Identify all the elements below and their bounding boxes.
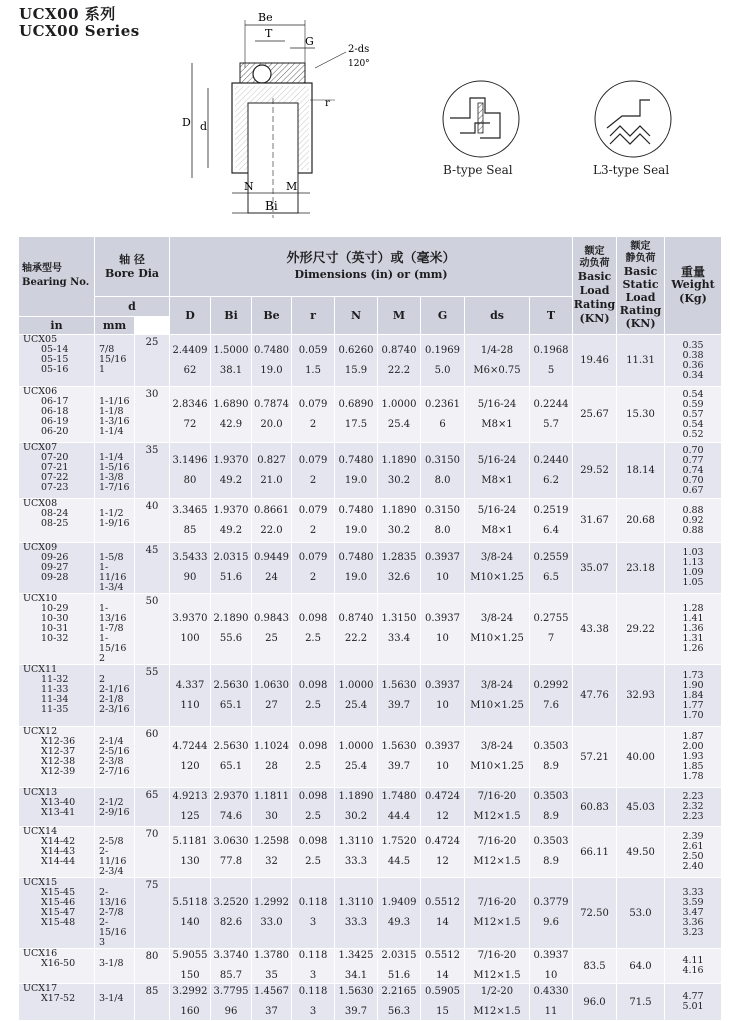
bore-mm-cell: 85 [135, 984, 170, 1021]
dim-r-cell: 0.098 2.5 [292, 594, 335, 665]
dim-M-cell: 1.1890 30.2 [378, 499, 421, 543]
table-row [19, 387, 722, 443]
bore-inch-cell: 1-13/16 1-7/8 1-15/16 2 [95, 594, 135, 665]
dim-M-cell: 1.2835 32.6 [378, 543, 421, 594]
bearing-no-cell: UCX11 11-32 11-33 11-34 11-35 [19, 665, 95, 727]
dim-r-cell: 0.098 2.5 [292, 827, 335, 878]
table-row [19, 665, 722, 727]
dim-D-cell: 2.8346 72 [170, 387, 211, 443]
table-row [19, 594, 722, 665]
bearing-no-cell: UCX10 10-29 10-30 10-31 10-32 [19, 594, 95, 665]
dynamic-load-cell: 83.5 [573, 949, 617, 984]
label-g: G [305, 35, 314, 48]
dim-G-cell: 0.4724 12 [421, 788, 465, 827]
weight-cell: 1.87 2.00 1.93 1.85 1.78 [665, 727, 722, 788]
dim-Be-cell: 1.1811 30 [252, 788, 292, 827]
header-col-Bi: Bi [211, 297, 252, 335]
dim-Bi-cell: 2.1890 55.6 [211, 594, 252, 665]
dim-ds-cell: 7/16-20 M12×1.5 [465, 949, 530, 984]
dim-ds-cell: 3/8-24 M10×1.25 [465, 543, 530, 594]
table-row [19, 335, 722, 387]
static-load-cell: 53.0 [617, 878, 665, 949]
dim-G-cell: 0.3937 10 [421, 543, 465, 594]
dim-Bi-cell: 2.5630 65.1 [211, 727, 252, 788]
dim-G-cell: 0.2361 6 [421, 387, 465, 443]
header-col-r: r [292, 297, 335, 335]
label-r: r [325, 98, 330, 109]
dim-M-cell: 1.0000 25.4 [378, 387, 421, 443]
static-load-cell: 40.00 [617, 727, 665, 788]
dim-G-cell: 0.3150 8.0 [421, 443, 465, 499]
dim-r-cell: 0.079 2 [292, 543, 335, 594]
dim-Be-cell: 1.3780 35 [252, 949, 292, 984]
dim-N-cell: 1.3425 34.1 [335, 949, 378, 984]
bearing-no-cell: UCX13 X13-40 X13-41 [19, 788, 95, 827]
bore-inch-cell: 2 2-1/16 2-1/8 2-3/16 [95, 665, 135, 727]
dynamic-load-cell: 47.76 [573, 665, 617, 727]
bearing-cross-section-diagram [180, 8, 410, 223]
dim-M-cell: 1.9409 49.3 [378, 878, 421, 949]
dim-ds-cell: 1/2-20 M12×1.5 [465, 984, 530, 1021]
dim-T-cell: 0.2559 6.5 [530, 543, 573, 594]
weight-cell: 1.28 1.41 1.36 1.31 1.26 [665, 594, 722, 665]
spec-table [18, 236, 722, 1021]
dim-D-cell: 4.337 110 [170, 665, 211, 727]
weight-cell: 4.11 4.16 [665, 949, 722, 984]
label-bi: Bi [265, 199, 278, 213]
label-ds: 2-ds [348, 44, 370, 55]
l3-type-seal-diagram [592, 78, 674, 160]
dynamic-load-cell: 66.11 [573, 827, 617, 878]
dim-Be-cell: 1.1024 28 [252, 727, 292, 788]
dynamic-load-cell: 19.46 [573, 335, 617, 387]
table-row [19, 984, 722, 1021]
weight-cell: 0.54 0.59 0.57 0.54 0.52 [665, 387, 722, 443]
label-angle: 120° [348, 59, 370, 69]
bore-mm-cell: 70 [135, 827, 170, 878]
label-t: T [265, 27, 273, 40]
dim-r-cell: 0.118 3 [292, 984, 335, 1021]
table-row [19, 827, 722, 878]
dim-Bi-cell: 2.9370 74.6 [211, 788, 252, 827]
label-d-inner: d [200, 120, 208, 133]
dim-r-cell: 0.098 2.5 [292, 665, 335, 727]
dim-ds-cell: 7/16-20 M12×1.5 [465, 827, 530, 878]
dim-Bi-cell: 3.3740 85.7 [211, 949, 252, 984]
dim-N-cell: 0.7480 19.0 [335, 543, 378, 594]
bore-inch-cell: 3-1/4 [95, 984, 135, 1021]
dim-r-cell: 0.098 2.5 [292, 788, 335, 827]
header-basic-static-load-rating: 额定 静负荷 Basic Static Load Rating (KN) [617, 237, 665, 335]
header-mm: mm [95, 317, 135, 335]
dim-r-cell: 0.079 2 [292, 499, 335, 543]
dim-T-cell: 0.2992 7.6 [530, 665, 573, 727]
header-bearing-no: 轴承型号 Bearing No. [19, 237, 95, 317]
dim-M-cell: 1.1890 30.2 [378, 443, 421, 499]
header-col-D: D [170, 297, 211, 335]
dim-G-cell: 0.3937 10 [421, 727, 465, 788]
header-basic-load-rating: 额定 动负荷 Basic Load Rating (KN) [573, 237, 617, 335]
dim-Be-cell: 1.2598 32 [252, 827, 292, 878]
weight-cell: 4.77 5.01 [665, 984, 722, 1021]
dim-r-cell: 0.118 3 [292, 949, 335, 984]
weight-cell: 0.70 0.77 0.74 0.70 0.67 [665, 443, 722, 499]
dim-D-cell: 3.5433 90 [170, 543, 211, 594]
bore-mm-cell: 50 [135, 594, 170, 665]
bore-mm-cell: 75 [135, 878, 170, 949]
label-d-outer: D [182, 116, 191, 129]
dim-T-cell: 0.3779 9.6 [530, 878, 573, 949]
table-row [19, 788, 722, 827]
dim-ds-cell: 5/16-24 M8×1 [465, 499, 530, 543]
weight-cell: 0.35 0.38 0.36 0.34 [665, 335, 722, 387]
dim-T-cell: 0.3503 8.9 [530, 727, 573, 788]
dim-T-cell: 0.2244 5.7 [530, 387, 573, 443]
static-load-cell: 32.93 [617, 665, 665, 727]
dim-T-cell: 0.3937 10 [530, 949, 573, 984]
weight-cell: 1.73 1.90 1.84 1.77 1.70 [665, 665, 722, 727]
static-load-cell: 15.30 [617, 387, 665, 443]
dim-N-cell: 0.6260 15.9 [335, 335, 378, 387]
dim-ds-cell: 3/8-24 M10×1.25 [465, 594, 530, 665]
dim-Be-cell: 0.7480 19.0 [252, 335, 292, 387]
b-type-seal-diagram [440, 78, 522, 160]
bearing-no-cell: UCX17 X17-52 [19, 984, 95, 1021]
dim-Bi-cell: 1.6890 42.9 [211, 387, 252, 443]
dim-r-cell: 0.118 3 [292, 878, 335, 949]
dynamic-load-cell: 25.67 [573, 387, 617, 443]
dim-D-cell: 3.9370 100 [170, 594, 211, 665]
dim-ds-cell: 7/16-20 M12×1.5 [465, 788, 530, 827]
dim-N-cell: 1.0000 25.4 [335, 727, 378, 788]
dim-T-cell: 0.3503 8.9 [530, 827, 573, 878]
bore-mm-cell: 40 [135, 499, 170, 543]
dim-D-cell: 4.9213 125 [170, 788, 211, 827]
l3-type-seal-label: L3-type Seal [593, 163, 670, 177]
weight-cell: 2.39 2.61 2.50 2.40 [665, 827, 722, 878]
dim-M-cell: 0.8740 22.2 [378, 335, 421, 387]
dim-ds-cell: 5/16-24 M8×1 [465, 443, 530, 499]
dim-ds-cell: 3/8-24 M10×1.25 [465, 665, 530, 727]
dim-N-cell: 1.3110 33.3 [335, 878, 378, 949]
header-col-Be: Be [252, 297, 292, 335]
static-load-cell: 18.14 [617, 443, 665, 499]
dim-M-cell: 1.3150 33.4 [378, 594, 421, 665]
dim-ds-cell: 3/8-24 M10×1.25 [465, 727, 530, 788]
dim-ds-cell: 1/4-28 M6×0.75 [465, 335, 530, 387]
header-dimensions: 外形尺寸（英寸）或（毫米） Dimensions (in) or (mm) [170, 237, 573, 297]
weight-cell: 1.03 1.13 1.09 1.05 [665, 543, 722, 594]
bearing-no-cell: UCX05 05-14 05-15 05-16 [19, 335, 95, 387]
bore-mm-cell: 35 [135, 443, 170, 499]
dim-ds-cell: 7/16-20 M12×1.5 [465, 878, 530, 949]
dim-ds-cell: 5/16-24 M8×1 [465, 387, 530, 443]
dim-D-cell: 4.7244 120 [170, 727, 211, 788]
dim-T-cell: 0.4330 11 [530, 984, 573, 1021]
dim-T-cell: 0.2519 6.4 [530, 499, 573, 543]
dim-M-cell: 1.7520 44.5 [378, 827, 421, 878]
bore-inch-cell: 2-5/8 2-11/16 2-3/4 [95, 827, 135, 878]
bore-mm-cell: 30 [135, 387, 170, 443]
dim-Be-cell: 1.0630 27 [252, 665, 292, 727]
dim-D-cell: 3.1496 80 [170, 443, 211, 499]
dim-D-cell: 3.2992 160 [170, 984, 211, 1021]
dim-r-cell: 0.079 2 [292, 387, 335, 443]
bore-inch-cell: 1-5/8 1-11/16 1-3/4 [95, 543, 135, 594]
bore-mm-cell: 55 [135, 665, 170, 727]
table-row [19, 543, 722, 594]
dynamic-load-cell: 43.38 [573, 594, 617, 665]
dim-G-cell: 0.3937 10 [421, 665, 465, 727]
dynamic-load-cell: 96.0 [573, 984, 617, 1021]
table-row [19, 499, 722, 543]
dynamic-load-cell: 29.52 [573, 443, 617, 499]
dim-G-cell: 0.5512 14 [421, 949, 465, 984]
weight-cell: 3.33 3.59 3.47 3.36 3.23 [665, 878, 722, 949]
dim-Be-cell: 0.9449 24 [252, 543, 292, 594]
bore-inch-cell: 3-1/8 [95, 949, 135, 984]
static-load-cell: 20.68 [617, 499, 665, 543]
dim-N-cell: 0.8740 22.2 [335, 594, 378, 665]
header-bore-dia: 轴 径 Bore Dia [95, 237, 170, 297]
bore-inch-cell: 2-1/4 2-5/16 2-3/8 2-7/16 [95, 727, 135, 788]
dim-Bi-cell: 1.9370 49.2 [211, 499, 252, 543]
dim-G-cell: 0.5905 15 [421, 984, 465, 1021]
dim-T-cell: 0.2440 6.2 [530, 443, 573, 499]
header-col-M: M [378, 297, 421, 335]
header-col-N: N [335, 297, 378, 335]
bore-inch-cell: 7/8 15/16 1 [95, 335, 135, 387]
page-title-en: UCX00 Series [19, 22, 140, 40]
bore-inch-cell: 1-1/16 1-1/8 1-3/16 1-1/4 [95, 387, 135, 443]
dim-M-cell: 1.7480 44.4 [378, 788, 421, 827]
dim-D-cell: 2.4409 62 [170, 335, 211, 387]
dim-Bi-cell: 1.5000 38.1 [211, 335, 252, 387]
dim-D-cell: 5.9055 150 [170, 949, 211, 984]
bore-inch-cell: 2-1/2 2-9/16 [95, 788, 135, 827]
bearing-no-cell: UCX16 X16-50 [19, 949, 95, 984]
bore-mm-cell: 65 [135, 788, 170, 827]
bore-inch-cell: 1-1/2 1-9/16 [95, 499, 135, 543]
dim-T-cell: 0.2755 7 [530, 594, 573, 665]
table-row [19, 727, 722, 788]
dim-Bi-cell: 2.5630 65.1 [211, 665, 252, 727]
dim-G-cell: 0.1969 5.0 [421, 335, 465, 387]
static-load-cell: 29.22 [617, 594, 665, 665]
dim-G-cell: 0.4724 12 [421, 827, 465, 878]
dim-Be-cell: 0.7874 20.0 [252, 387, 292, 443]
b-type-seal-label: B-type Seal [443, 163, 513, 177]
bearing-no-cell: UCX09 09-26 09-27 09-28 [19, 543, 95, 594]
bearing-no-cell: UCX12 X12-36 X12-37 X12-38 X12-39 [19, 727, 95, 788]
dim-D-cell: 5.5118 140 [170, 878, 211, 949]
static-load-cell: 71.5 [617, 984, 665, 1021]
bore-inch-cell: 1-1/4 1-5/16 1-3/8 1-7/16 [95, 443, 135, 499]
dim-r-cell: 0.098 2.5 [292, 727, 335, 788]
label-be: Be [258, 11, 273, 24]
header-col-ds: ds [465, 297, 530, 335]
static-load-cell: 49.50 [617, 827, 665, 878]
dim-N-cell: 1.0000 25.4 [335, 665, 378, 727]
dim-N-cell: 1.1890 30.2 [335, 788, 378, 827]
static-load-cell: 23.18 [617, 543, 665, 594]
dim-Be-cell: 0.8661 22.0 [252, 499, 292, 543]
header-col-T: T [530, 297, 573, 335]
dim-Be-cell: 1.2992 33.0 [252, 878, 292, 949]
dim-Bi-cell: 3.2520 82.6 [211, 878, 252, 949]
dim-D-cell: 3.3465 85 [170, 499, 211, 543]
dim-G-cell: 0.3937 10 [421, 594, 465, 665]
dim-M-cell: 1.5630 39.7 [378, 665, 421, 727]
header-col-G: G [421, 297, 465, 335]
bore-mm-cell: 45 [135, 543, 170, 594]
bore-mm-cell: 60 [135, 727, 170, 788]
bearing-no-cell: UCX15 X15-45 X15-46 X15-47 X15-48 [19, 878, 95, 949]
dynamic-load-cell: 60.83 [573, 788, 617, 827]
dim-N-cell: 0.7480 19.0 [335, 443, 378, 499]
dim-N-cell: 1.5630 39.7 [335, 984, 378, 1021]
dim-D-cell: 5.1181 130 [170, 827, 211, 878]
dynamic-load-cell: 72.50 [573, 878, 617, 949]
bearing-no-cell: UCX06 06-17 06-18 06-19 06-20 [19, 387, 95, 443]
dim-G-cell: 0.3150 8.0 [421, 499, 465, 543]
dynamic-load-cell: 35.07 [573, 543, 617, 594]
table-row [19, 443, 722, 499]
dim-Be-cell: 0.9843 25 [252, 594, 292, 665]
table-row [19, 878, 722, 949]
label-n: N [244, 180, 254, 193]
dim-M-cell: 2.0315 51.6 [378, 949, 421, 984]
bore-mm-cell: 80 [135, 949, 170, 984]
dim-M-cell: 1.5630 39.7 [378, 727, 421, 788]
dynamic-load-cell: 31.67 [573, 499, 617, 543]
header-weight: 重量 Weight (Kg) [665, 237, 722, 335]
dim-Be-cell: 0.827 21.0 [252, 443, 292, 499]
bearing-no-cell: UCX07 07-20 07-21 07-22 07-23 [19, 443, 95, 499]
dim-T-cell: 0.1968 5 [530, 335, 573, 387]
static-load-cell: 11.31 [617, 335, 665, 387]
static-load-cell: 64.0 [617, 949, 665, 984]
dim-G-cell: 0.5512 14 [421, 878, 465, 949]
dim-N-cell: 0.6890 17.5 [335, 387, 378, 443]
dim-T-cell: 0.3503 8.9 [530, 788, 573, 827]
bore-mm-cell: 25 [135, 335, 170, 387]
dim-N-cell: 0.7480 19.0 [335, 499, 378, 543]
dim-r-cell: 0.059 1.5 [292, 335, 335, 387]
dim-M-cell: 2.2165 56.3 [378, 984, 421, 1021]
static-load-cell: 45.03 [617, 788, 665, 827]
header-in: in [19, 317, 95, 335]
dim-r-cell: 0.079 2 [292, 443, 335, 499]
weight-cell: 0.88 0.92 0.88 [665, 499, 722, 543]
bore-inch-cell: 2-13/16 2-7/8 2-15/16 3 [95, 878, 135, 949]
spec-table-body [19, 335, 722, 1021]
header-d: d [95, 297, 170, 317]
dim-Bi-cell: 3.0630 77.8 [211, 827, 252, 878]
table-row [19, 949, 722, 984]
bearing-no-cell: UCX08 08-24 08-25 [19, 499, 95, 543]
page-title-cn: UCX00 系列 [19, 5, 116, 23]
dynamic-load-cell: 57.21 [573, 727, 617, 788]
dim-N-cell: 1.3110 33.3 [335, 827, 378, 878]
dim-Be-cell: 1.4567 37 [252, 984, 292, 1021]
bearing-no-cell: UCX14 X14-42 X14-43 X14-44 [19, 827, 95, 878]
dim-Bi-cell: 1.9370 49.2 [211, 443, 252, 499]
dim-Bi-cell: 3.7795 96 [211, 984, 252, 1021]
dim-Bi-cell: 2.0315 51.6 [211, 543, 252, 594]
label-m: M [286, 180, 298, 193]
weight-cell: 2.23 2.32 2.23 [665, 788, 722, 827]
